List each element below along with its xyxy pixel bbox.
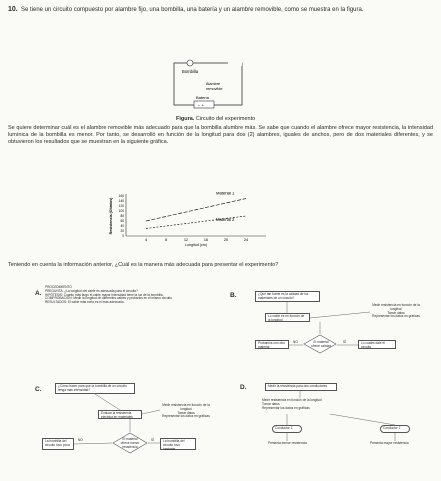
- option-c-measure: Medir resistencia en función de la longitud Tomar datos Representar los datos en gráficas: [162, 403, 210, 419]
- option-c-no: NO: [78, 438, 83, 442]
- question-number: 10.: [8, 6, 18, 13]
- option-d-menor: Presenta menor resistencia: [268, 441, 307, 445]
- option-b-letter[interactable]: B.: [230, 292, 237, 299]
- battery-label: Batería: [196, 95, 209, 100]
- option-b-probar: Probamos con otro material: [255, 340, 289, 349]
- option-c-si: SÍ: [151, 438, 155, 442]
- option-a-letter[interactable]: A.: [35, 290, 42, 297]
- y-tick-label: 60: [120, 219, 124, 223]
- x-tick-label: 20: [223, 238, 229, 242]
- question-text: Se tiene un circuito compuesto por alambre fijo, una bombilla, una batería y un alambre removible, como se muestra en la figura.: [21, 7, 364, 13]
- wire-label-2: removible: [206, 87, 223, 91]
- paragraph-1: Se quiere determinar cuál es el alambre removible más adecuado para que la bombilla alumbre más. Se sabe que cuando el alambre ofrece mayor resistencia, la intensidad lumínica de la bombilla es menor. Por tanto, se desarrolló en función de la longitud para dos (2) alambres, iguales de anchos, pero de dos materiales diferentes, y se obtuvieron los resultados que se muestran en la siguiente gráfica.: [8, 125, 433, 146]
- paragraph-2: Teniendo en cuenta la información anterior, ¿Cuál es la manera más adecuada para presentar el experimento?: [8, 262, 279, 268]
- option-d-conductor-1: Conductor 1: [272, 425, 302, 433]
- option-d-medir: Medir la resistencia para dos conductores: [265, 383, 337, 391]
- x-tick-label: 8: [164, 238, 168, 242]
- option-c-question: ¿Cómo hacer para que la bombilla de un circuito tenga más intensidad?: [55, 383, 135, 394]
- y-tick-label: 120: [118, 204, 124, 208]
- y-tick-label: 20: [120, 229, 124, 233]
- option-d-conductor-2: Conductor 2: [380, 425, 410, 433]
- option-d-measure: Medir resistencia en función de la longitud Tomar datos Representar los datos en gráficas: [262, 398, 322, 410]
- option-b-question: ¿Qué tan fuerte es la calidad de los materiales de un circuito?: [255, 291, 320, 302]
- option-b-material: El material ofrece calidad: [311, 340, 331, 348]
- option-c-letter[interactable]: C.: [35, 386, 42, 393]
- option-c-material: El material ofrece menor resistencia: [120, 437, 140, 449]
- y-axis-label: Resistencia (Ohmios): [109, 197, 113, 235]
- y-tick-label: 100: [118, 209, 124, 213]
- y-tick-label: 80: [120, 214, 124, 218]
- x-tick-label: 16: [203, 238, 209, 242]
- x-tick-label: 4: [144, 238, 148, 242]
- battery-icon: [194, 101, 214, 108]
- option-c-bombilla-si: La bombilla del circuito tuvo bastante: [160, 438, 196, 450]
- bulb-label: Bombilla: [182, 69, 199, 74]
- bulb-icon: [187, 60, 193, 66]
- option-c-evaluar: Evaluar la resistencia eléctrica en materiales: [98, 410, 142, 419]
- x-axis-label: Longitud (cm): [185, 243, 207, 247]
- option-d-letter[interactable]: D.: [240, 384, 247, 391]
- option-b-measure: Medir resistencia en función de la longitud Tomar datos Representar los datos en gráficas: [372, 303, 420, 319]
- option-c-bombilla-no: La bombilla del circuito tuvo poca: [42, 438, 74, 450]
- y-tick-label: 140: [118, 199, 124, 203]
- option-b-si: SÍ: [343, 340, 347, 344]
- x-tick-label: 24: [243, 238, 249, 242]
- y-tick-label: 0: [122, 234, 124, 238]
- option-a-content[interactable]: PROCEDIMIENTO PREGUNTA: ¿La longitud del cable es adecuada para el circuito? HIPÓTESIS: Cuanto más largo el cable mayor intensidad tiene la luz de la bombilla. COMPROBACIÓN: Medir la longitud de diferentes cables y probarlos en el mismo circuito. RESULTADOS: El cable más corto es el más adecuado.: [45, 285, 173, 305]
- battery-signs: − +: [198, 102, 204, 108]
- circuit-diagram: [168, 55, 248, 110]
- x-tick-label: 12: [183, 238, 189, 242]
- series-label-1: Material 1: [216, 192, 235, 196]
- option-d-mayor: Presenta mayor resistencia: [370, 441, 409, 445]
- option-b-no: NO: [293, 340, 298, 344]
- series-label-2: Material 2: [216, 217, 235, 222]
- wire-label-1: Alambre: [206, 82, 221, 86]
- resistance-chart: [108, 192, 278, 252]
- option-b-cuales: Lo cuales dale el circuito: [358, 340, 396, 349]
- y-tick-label: 40: [120, 224, 124, 228]
- y-tick-label: 160: [118, 194, 124, 198]
- figure-caption: Figura. Circuito del experimento: [176, 116, 256, 122]
- option-b-cable: Lo cable es en función de la longitud: [265, 313, 310, 322]
